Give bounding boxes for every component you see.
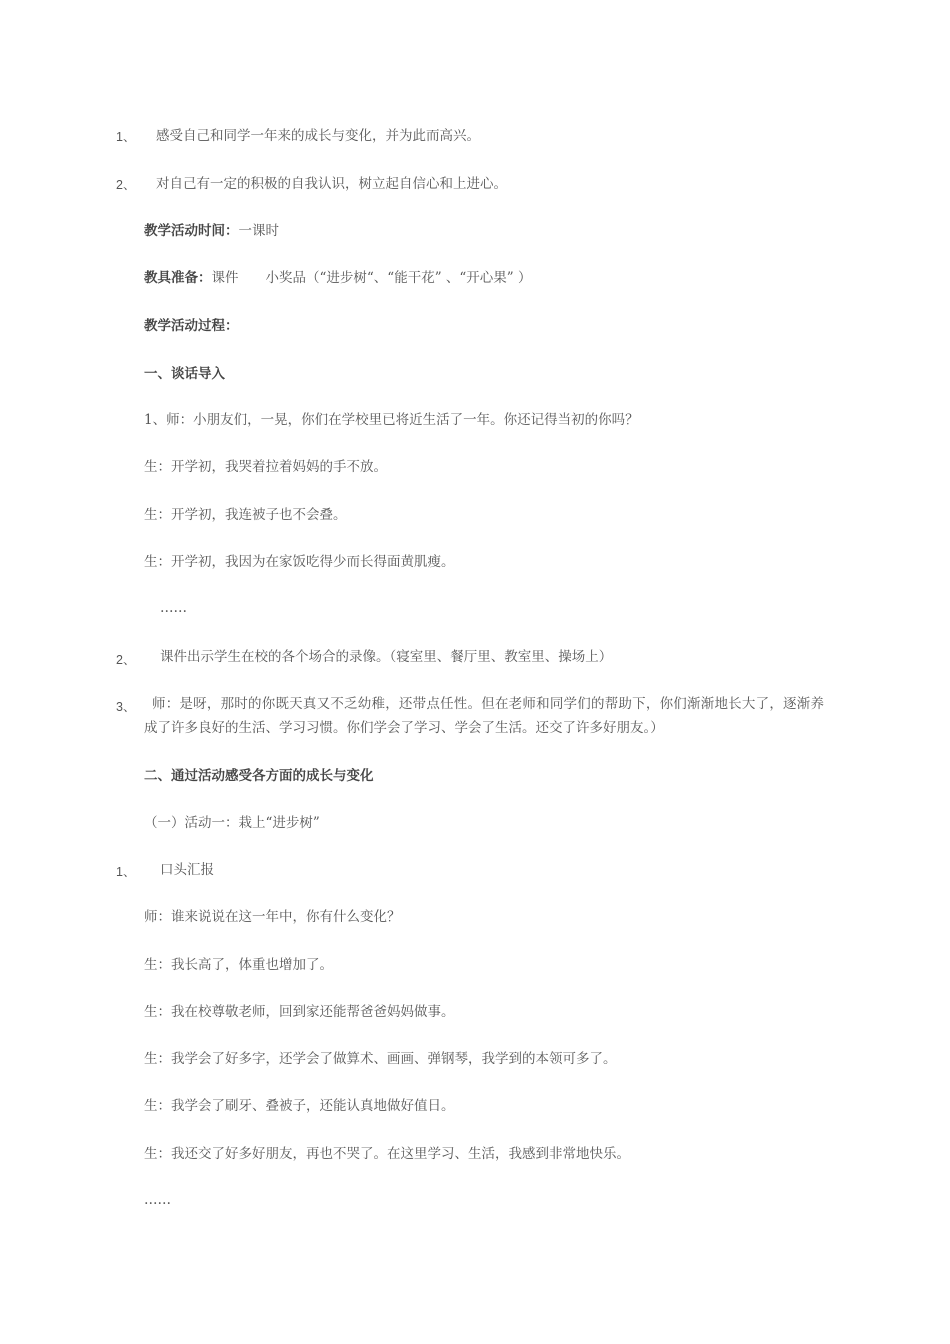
teaching-materials-label: 教具准备： (144, 270, 212, 286)
teaching-time-label: 教学活动时间： (144, 223, 239, 239)
section-2-teacher-question: 师：谁来说说在这一年中，你有什么变化？ (144, 909, 401, 925)
section-1-teacher-question: 1、师：小朋友们，一晃，你们在学校里已将近生活了一年。你还记得当初的你吗？ (144, 412, 639, 428)
section-1-answer-2: 生：开学初，我连被子也不会叠。 (144, 507, 347, 523)
section-1-item-3-text: 师：是呀，那时的你既天真又不乏幼稚，还带点任性。但在老师和同学们的帮助下，你们渐渐地长大了，逐渐养成了许多良好的生活、学习习惯。你们学会了学习、学会了生活。还交了许多好朋友。） (144, 696, 824, 736)
section-2-answer-1: 生：我长高了，体重也增加了。 (144, 957, 333, 973)
section-1-answer-3: 生：开学初，我因为在家饭吃得少而长得面黄肌瘦。 (144, 554, 455, 570)
objective-1-text: 感受自己和同学一年来的成长与变化，并为此而高兴。 (156, 128, 480, 144)
objective-2-text: 对自己有一定的积极的自我认识，树立起自信心和上进心。 (156, 176, 507, 192)
teaching-time (144, 221, 279, 241)
process-title: 教学活动过程： (144, 318, 239, 334)
section-2-title: 二、通过活动感受各方面的成长与变化 (144, 768, 374, 784)
section-1-ellipsis: …… (160, 600, 187, 616)
section-1-item-2-number: 2、 (116, 653, 136, 667)
section-2-item-1-number: 1、 (116, 865, 136, 879)
section-1-item-2-text: 课件出示学生在校的各个场合的录像。（寝室里、餐厅里、教室里、操场上） (160, 649, 613, 665)
section-2-answer-3: 生：我学会了好多字，还学会了做算术、画画、弹钢琴，我学到的本领可多了。 (144, 1051, 617, 1067)
objective-2-number: 2、 (116, 178, 136, 192)
teaching-time-value: 一课时 (238, 223, 279, 239)
teaching-materials-value: 课件 小奖品（“进步树“、“能干花” 、“开心果” ） (211, 270, 532, 286)
section-1-answer-1: 生：开学初，我哭着拉着妈妈的手不放。 (144, 459, 387, 475)
objective-1-number: 1、 (116, 130, 136, 144)
teaching-materials (144, 268, 532, 288)
section-2-item-1-text: 口头汇报 (160, 862, 214, 878)
section-1-title: 一、谈话导入 (144, 366, 225, 382)
section-2-answer-4: 生：我学会了刷牙、叠被子，还能认真地做好值日。 (144, 1098, 455, 1114)
section-2-answer-2: 生：我在校尊敬老师，回到家还能帮爸爸妈妈做事。 (144, 1004, 455, 1020)
activity-1-title: （一）活动一：栽上“进步树” (144, 815, 320, 831)
section-1-item-3-number: 3、 (116, 700, 136, 714)
section-2-ellipsis: …… (144, 1192, 171, 1208)
section-2-answer-5: 生：我还交了好多好朋友，再也不哭了。在这里学习、生活，我感到非常地快乐。 (144, 1146, 630, 1162)
